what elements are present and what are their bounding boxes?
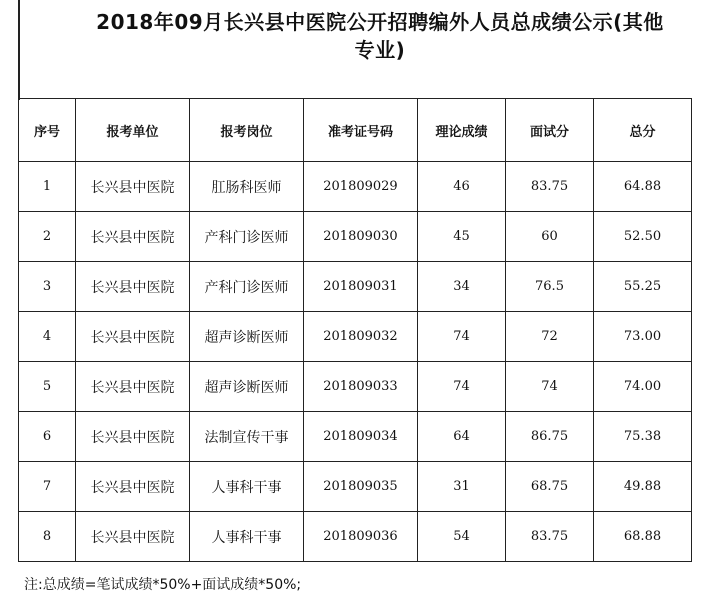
cell-interview: 76.5 xyxy=(506,262,594,312)
cell-ticket: 201809033 xyxy=(304,362,418,412)
cell-ticket: 201809031 xyxy=(304,262,418,312)
cell-interview: 68.75 xyxy=(506,462,594,512)
cell-theory: 46 xyxy=(418,162,506,212)
cell-ticket: 201809035 xyxy=(304,462,418,512)
cell-post: 人事科干事 xyxy=(190,512,304,562)
cell-seq: 3 xyxy=(19,262,76,312)
cell-total: 55.25 xyxy=(594,262,692,312)
header-post: 报考岗位 xyxy=(190,99,304,162)
cell-post: 产科门诊医师 xyxy=(190,262,304,312)
cell-total: 64.88 xyxy=(594,162,692,212)
cell-seq: 1 xyxy=(19,162,76,212)
cell-interview: 74 xyxy=(506,362,594,412)
cell-unit: 长兴县中医院 xyxy=(76,412,190,462)
footnote: 注:总成绩=笔试成绩*50%+面试成绩*50%; xyxy=(24,577,302,593)
cell-unit: 长兴县中医院 xyxy=(76,312,190,362)
cell-post: 肛肠科医师 xyxy=(190,162,304,212)
header-total: 总分 xyxy=(594,99,692,162)
cell-interview: 86.75 xyxy=(506,412,594,462)
cell-total: 52.50 xyxy=(594,212,692,262)
cell-interview: 72 xyxy=(506,312,594,362)
page-title xyxy=(60,8,700,64)
cell-total: 75.38 xyxy=(594,412,692,462)
table-row xyxy=(19,362,692,412)
table-row xyxy=(19,162,692,212)
cell-unit: 长兴县中医院 xyxy=(76,162,190,212)
cell-seq: 7 xyxy=(19,462,76,512)
cell-total: 74.00 xyxy=(594,362,692,412)
cell-theory: 34 xyxy=(418,262,506,312)
cell-post: 人事科干事 xyxy=(190,462,304,512)
header-interview: 面试分 xyxy=(506,99,594,162)
cell-unit: 长兴县中医院 xyxy=(76,212,190,262)
cell-theory: 45 xyxy=(418,212,506,262)
cell-seq: 6 xyxy=(19,412,76,462)
table-row xyxy=(19,312,692,362)
cell-ticket: 201809036 xyxy=(304,512,418,562)
cell-seq: 4 xyxy=(19,312,76,362)
cell-post: 产科门诊医师 xyxy=(190,212,304,262)
header-theory: 理论成绩 xyxy=(418,99,506,162)
cell-theory: 74 xyxy=(418,312,506,362)
cell-theory: 74 xyxy=(418,362,506,412)
header-ticket: 准考证号码 xyxy=(304,99,418,162)
left-border-line xyxy=(18,0,20,100)
cell-total: 68.88 xyxy=(594,512,692,562)
cell-interview: 83.75 xyxy=(506,162,594,212)
cell-theory: 54 xyxy=(418,512,506,562)
cell-interview: 83.75 xyxy=(506,512,594,562)
page-title-line-1: 2018年09月长兴县中医院公开招聘编外人员总成绩公示(其他 xyxy=(96,10,664,34)
cell-total: 49.88 xyxy=(594,462,692,512)
cell-ticket: 201809034 xyxy=(304,412,418,462)
cell-unit: 长兴县中医院 xyxy=(76,362,190,412)
cell-interview: 60 xyxy=(506,212,594,262)
cell-ticket: 201809029 xyxy=(304,162,418,212)
table-row xyxy=(19,462,692,512)
cell-post: 超声诊断医师 xyxy=(190,362,304,412)
header-unit: 报考单位 xyxy=(76,99,190,162)
score-table xyxy=(18,98,692,562)
cell-unit: 长兴县中医院 xyxy=(76,462,190,512)
cell-seq: 5 xyxy=(19,362,76,412)
cell-theory: 64 xyxy=(418,412,506,462)
header-row xyxy=(19,99,692,162)
cell-ticket: 201809032 xyxy=(304,312,418,362)
page-title-line-2: 专业) xyxy=(354,38,406,62)
cell-unit: 长兴县中医院 xyxy=(76,262,190,312)
table-row xyxy=(19,212,692,262)
cell-theory: 31 xyxy=(418,462,506,512)
table-row xyxy=(19,262,692,312)
table-row xyxy=(19,512,692,562)
header-seq: 序号 xyxy=(19,99,76,162)
cell-seq: 2 xyxy=(19,212,76,262)
cell-post: 法制宣传干事 xyxy=(190,412,304,462)
table-row xyxy=(19,412,692,462)
cell-total: 73.00 xyxy=(594,312,692,362)
cell-post: 超声诊断医师 xyxy=(190,312,304,362)
cell-seq: 8 xyxy=(19,512,76,562)
cell-unit: 长兴县中医院 xyxy=(76,512,190,562)
cell-ticket: 201809030 xyxy=(304,212,418,262)
